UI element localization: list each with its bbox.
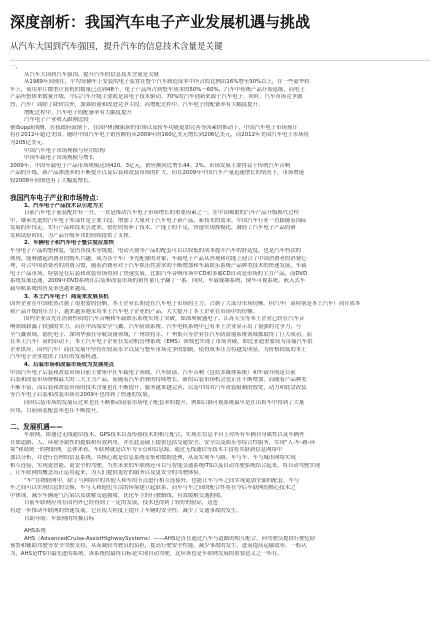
paragraph-line: 全气囊领域，德托电子、深圳华强在导航设备领域，广州铁将军、广州集兵等企业在汽车防盗器系统领域都取得了巨大成功。而	[10, 331, 312, 338]
paragraph-line: 中国汽车电子市场规模与应用结构	[24, 147, 105, 154]
paragraph-line: 国内企业首先在消费性质的汽车音响和车载娱乐系统实现了突破，如深圳航盛电子、江苏天宝等本土企业已经在汽车音	[24, 316, 305, 323]
paragraph-line: 体现，能够激起消费者的购买兴趣，成为各个车厂争先配备的对象；车载电子产品从外观和功能上迎合了中国消费者的消费心	[10, 255, 307, 262]
paragraph-line: 中国车载电子市场规模与增长	[24, 155, 95, 162]
paragraph-line: 为205亿美元。	[10, 139, 48, 146]
paragraph-line: 发展的步伐走，实行产品和技术引进来，借好的帮补了技术、产能上的不足，快速实现规模化，减轻了汽车电子产品的研	[10, 225, 296, 232]
paragraph-line: 理，符合中国消费者的消费习惯，随着消费者对于汽车娱乐性需求的不断增加和车载娱乐系统产品种类技术的快速发展，车载	[10, 263, 307, 270]
paragraph-line: 从1989年到现在，平均每辆车上安装的电子装置在整个汽车制造成本中所占的比例由16%增至30%以上，在一些豪华轿	[24, 79, 310, 86]
paragraph-line: 烈，汽车厂商除了降价以外，加强质量和改进竞争手段，而增配过程中，汽车电子的配备率有大幅度提升。	[10, 101, 264, 108]
paragraph-line: 将进一步推动车联网的快速发展，它在很大程度上提升了车辆的安全性，减少了交通事故的发生。	[10, 508, 242, 515]
ahs-heading: AHS系统	[24, 528, 46, 535]
paragraph-line: 目前汽车电子前装配件有一升，一直是推动汽车电子市场增长的重要因素之一。在中国频繁的汽车产品升级换代过程	[24, 210, 299, 217]
paragraph-line: 中体现。减少车辆尾气污染以及缓解交通拥堵，优化车主的行驶路线，有效缓解交通拥堵。	[10, 492, 226, 499]
paragraph-line: 车联网，即通过无线通信技术、GPS技术以及传感技术的相互配合，实现在信息平台上对所有车辆自身属性以及车辆外	[24, 432, 305, 439]
section-heading: 二、发展机遇——	[10, 423, 63, 432]
paragraph-line: 载导航系统的普及率也越来越高。	[10, 286, 91, 293]
paragraph-line: 不断丰富，而后装和改装市场的技术含量也在不断提升，服务越来越完善，以及中国对汽车改装限制的放宽，动力和底盘改装	[10, 384, 307, 391]
paragraph-line: 在如道路、人、环境等属性的提取和有效利用，并在此基础上提供包括交通安全、安全以及娱乐等综合性服务，实现“人-车-路-环	[10, 439, 316, 446]
paragraph-line: 境”和谐统一的物联网。总体来看，车联网就是以车为节点和信息源，通过无线通信等技术手段将其联到信息网络中	[10, 447, 283, 454]
paragraph-line: 自助导航：车联网的终极目标	[24, 515, 95, 522]
article-title: 深度剖析：我国汽车电子产业发展机遇与挑战	[10, 13, 311, 31]
paragraph-line: 预警和辅助驾驶等安全驾驶支持，从而减轻驾驶员的负担，提高行驶安全性能，减少事故的发生，进而提高运输效率。一般认	[10, 543, 307, 550]
paragraph-line: 和产品升级的压力下，越来越多地采用本土汽车电子企业的产品，大大提升了本土企业在市场中的份额。	[10, 308, 258, 315]
paragraph-line: 系统发展迅速，2009年DVD系统在后装和改装市场的销售量几乎翻了一番。同时，车载视频系统，倒车可视系统、嵌入式车	[10, 278, 306, 285]
paragraph-line: 相互连接，实现更智能、更安全的驾驶。当然未来的车联网还可以与智能交通系统ITS以及自动驾驶系统结合起来，将自动驾驶实现	[10, 462, 321, 469]
part1-heading: 一、	[10, 64, 21, 70]
paragraph-line: 将在2012年超过美国。随时中国汽车电子销售额将从2009年的160亿美元增长到206亿美元，而2012年美国汽车电子市场将	[10, 132, 309, 139]
paragraph-line: 为，AHS是ITS中最先进的系统。该系统的最终目标是实现自动驾驶。这应该也是车联网发展的重要意义之一所在。	[10, 551, 283, 558]
subsection-heading: 1、汽车电子产品技术以引进为主	[24, 202, 104, 209]
paragraph-line: 等汽车电子后装和改装市场在2009年也得到了快速的发展。	[10, 392, 154, 399]
paragraph-line: 电子产品市场，特别是在后装和改装市场得到了快速发展。比如汽车音响市场中CD和多碟CD自动是市场的主力产品，而DVD	[10, 270, 308, 277]
paragraph-line: 2009年，中国车载电子产品市场规模达到420。3亿元，销售额同比增长44。2%。市场发展主要得益于传统汽车音响	[10, 162, 291, 169]
paragraph-line: AHS（AdvancedCruise-AssistHighwaySystems）——AHS是首在通过汽车与道路的相互配合，向驾驶员提供行驶危险	[24, 535, 316, 542]
subsection-heading: 3、本土汽车电子厂商迎来发展良机	[24, 293, 109, 300]
paragraph-line: 后装和改装市场规模最大的三大主力产品，而随着汽车消费的持续增长，新的后装市场机会也正在不断增加，而随着产品种类	[10, 377, 307, 384]
paragraph-line: 汽车电子产业收入跟刚比较	[24, 117, 89, 124]
section-heading: 我国汽车电子产业和市场特点：	[10, 193, 103, 202]
paragraph-line: 同时后装市场的发展反过来也在不断推动前装市场电子配套率的提升，例如后倒可视系统最早是在出租车中得到了大量	[24, 399, 305, 406]
paragraph-line: 较2008年同期也有了大幅度增长。	[10, 177, 94, 184]
paragraph-line: 目前车联网应用在国内外已经得到了一定的发展，技术也得到了较好的验证，这也	[24, 500, 219, 507]
paragraph-line: 发和试验时间，为产品升级步伐的持续提供了支撑。	[10, 232, 134, 239]
article-subtitle: 从汽车大国到汽车强国，提升汽车的信息技术含量是关键	[10, 42, 223, 52]
paragraph-line: 中国汽车电子后装和改装市场目前主要集中在车载电子领域，汽车防盗、汽车音响（包括多媒体系统）和车载导航是目前	[10, 369, 296, 376]
paragraph-line: ，让车联网的概念真正运用起来，为人们提供更好的服务以及更安全的驾驶体验。	[10, 470, 205, 477]
subsection-heading: 2、车辆电子和汽车电子整合度应加快	[24, 240, 115, 247]
paragraph-line: 国外企业在中国依然占据了很重要的份额。本土企业长期处在汽车电子市场的主力，占据了大部分市场份额。但汽车厂商特别是本土汽车厂商在成本	[10, 301, 361, 308]
paragraph-line: 据iSuppli预测，在我政府鼓励下，在国内机械振新的市场以及轿车功能更加完善等因素的推动下，中国汽车电子市场预计	[10, 124, 298, 131]
subsection-heading: 4、后装市场和改装市场成为发展亮点	[24, 361, 115, 368]
paragraph-line: 企业供应。国内汽车厂商在发展中坚持在较高水平以及与整车市场竞争的加剧，使得成本压力将越发明显，为价格较低的本土	[10, 346, 307, 353]
paragraph-line: 在本土汽车厂商的带动下，本土汽车电子企业在发动机管理系统（EMS）领域也实现了市场突破，如比亚迪重要成为奇瑞汽车供	[10, 339, 313, 346]
paragraph-line: 中，继承先进的汽车电子零部件是主要手段，增加了大量对于汽车电子新产品、新技术的需求。中国汽车行业一直跟随着国际	[10, 217, 307, 224]
paragraph-line: 车之间可以实现信息的交换，车与人和他们生活的环境建立起联系，而车与车之间的配合性将在今后车联网的核心技术之	[10, 485, 296, 492]
paragraph-line: 响领域崭露了较强的实力。而在中高端安全气囊、汽车防盗系统、汽车电机系统中已有本土企业显示出了很强的竞争力，与	[10, 324, 302, 330]
paragraph-line: 产品的升级、新产品渗透率的不断提升以及后装和改装市场的扩大。但在2009年中国汽车产量迅速增长的情况下，市场增速	[10, 170, 305, 177]
paragraph-line: 从汽车大国到汽车强国，提升汽车的信息技术含量是关键	[24, 71, 159, 78]
paragraph-line: 汽车电子企业提供了良好的发展机遇。	[10, 354, 102, 361]
divider	[10, 60, 430, 61]
paragraph-line: 应用，目前前装配套率也在不断提升。	[10, 407, 102, 414]
paragraph-line: 增配过程中，汽车电子的配备率有大幅度提升	[24, 109, 132, 116]
paragraph-line: 加以分析，并进行管理的信息系统。其核心就是信息系统采集和数据处理，从而实现车与路、车与车、车与城市网络实现	[10, 454, 296, 461]
paragraph-line: “车”在物联网中，除了与网络中的其他人和车的节点进行相互连接外，也能让车与车之间实现更加全面的配套，车与	[24, 477, 300, 484]
paragraph-line: 车上，使用单片微型计算机的数量已达到48个，电子产品所占到整车成本的50%～60%。汽车中传统产品开始退缩，而电子	[10, 86, 305, 93]
paragraph-line: 车身电子产品的整和度，受仍各技术等级提，电动天窗等产品的配套可以以较低的成本提升汽车的舒适度，也是汽车档次的	[10, 248, 302, 255]
paragraph-line: 产品所整体来数量升级，今后汽车升级主要就是由电子技术驱动，70%的汽车创新来源于汽车电子。同时，汽车市场竞争激	[10, 94, 303, 101]
